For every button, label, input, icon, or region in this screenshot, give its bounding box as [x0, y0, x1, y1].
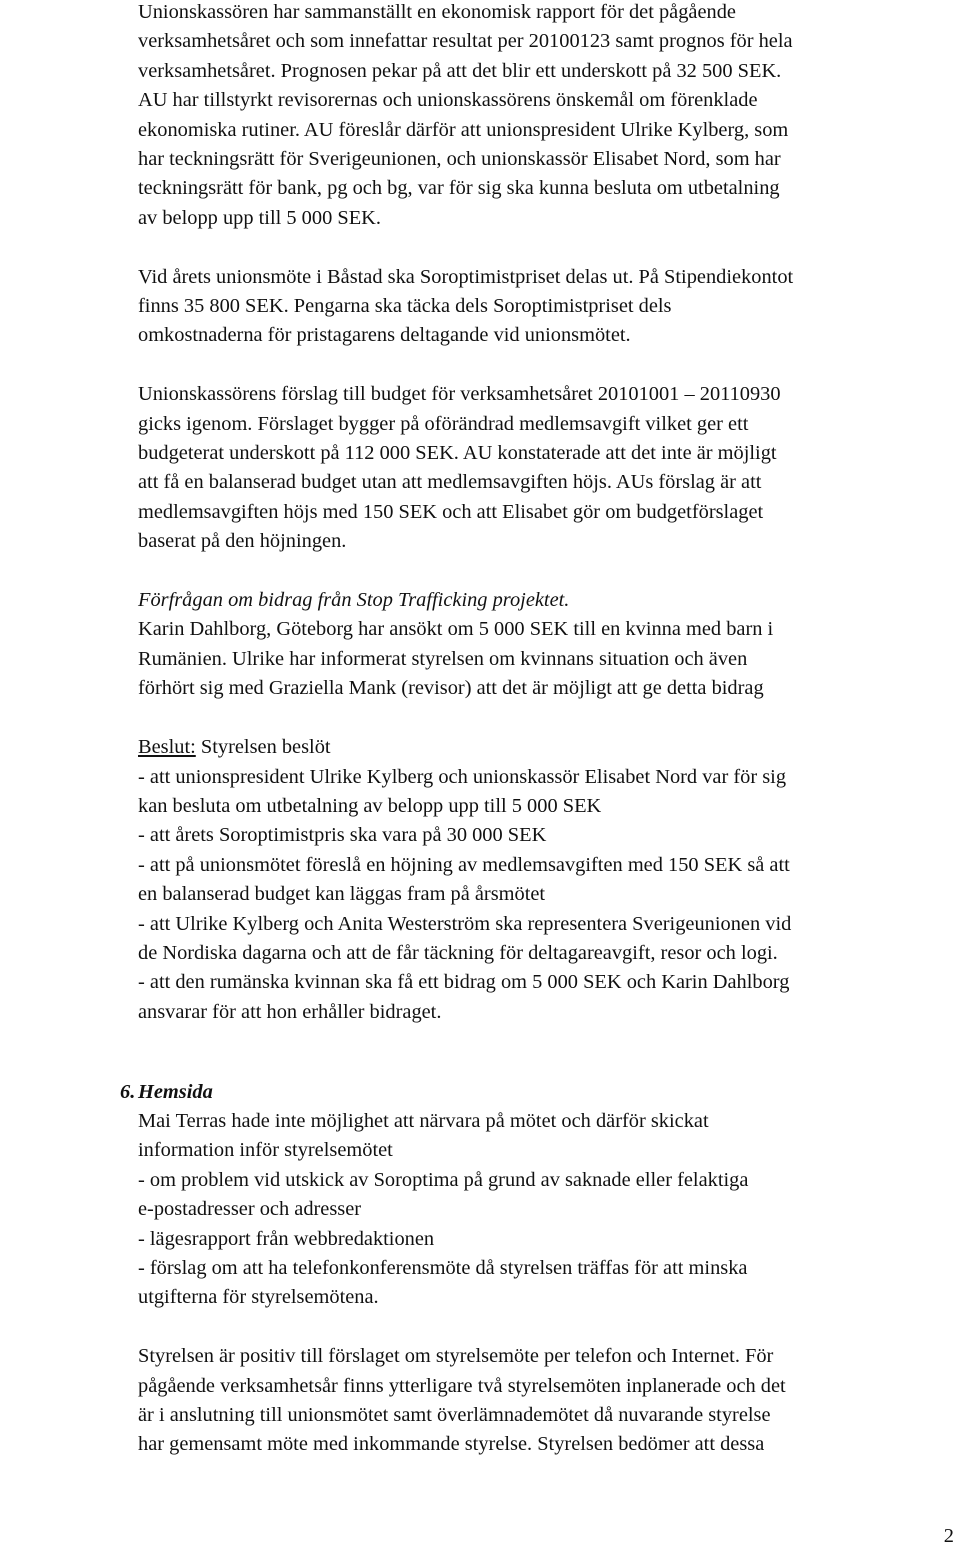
text-line: gicks igenom. Förslaget bygger på oförändrad medlemsavgift vilket ger ett	[138, 412, 749, 435]
paragraph-trafficking-request	[138, 586, 960, 704]
decision-line: - att på unionsmötet föreslå en höjning av medlemsavgiften med 150 SEK så att	[138, 853, 790, 876]
text-line: Karin Dahlborg, Göteborg har ansökt om 5 000 SEK till en kvinna med barn i	[138, 618, 774, 641]
text-line: Mai Terras hade inte möjlighet att närvara på mötet och därför skickat	[138, 1110, 709, 1132]
decision-line: - att årets Soroptimistpris ska vara på 30 000 SEK	[138, 824, 547, 847]
text-line: omkostnaderna för pristagarens deltagande vid unionsmötet.	[138, 324, 631, 347]
paragraph-simplified-routines	[138, 86, 960, 233]
decision-line: - att unionspresident Ulrike Kylberg och unionskassör Elisabet Nord var för sig	[138, 765, 787, 788]
text-line: budgeterat underskott på 112 000 SEK. AU konstaterade att det inte är möjligt	[138, 442, 777, 465]
text-line: Unionskassörens förslag till budget för verksamhetsåret 20101001 – 20110930	[138, 383, 781, 406]
text-line: - lägesrapport från webbredaktionen	[138, 1227, 435, 1250]
text-line: teckningsrätt för bank, pg och bg, var för sig ska kunna besluta om utbetalning	[138, 177, 780, 200]
text-line: Unionskassören har sammanställt en ekonomisk rapport för det pågående	[138, 1, 736, 23]
decision-line: en balanserad budget kan läggas fram på årsmötet	[138, 883, 546, 906]
decision-line: ansvarar för att hon erhåller bidraget.	[138, 1000, 442, 1023]
text-line: Vid årets unionsmöte i Båstad ska Soroptimistpriset delas ut. På Stipendiekontot	[138, 265, 794, 288]
text-line: verksamhetsåret. Prognosen pekar på att det blir ett underskott på 32 500 SEK.	[138, 59, 782, 82]
decision-line: de Nordiska dagarna och att de får täckning för deltagareavgift, resor och logi.	[138, 941, 778, 964]
section-hemsida-body	[138, 1107, 960, 1460]
text-line: pågående verksamhetsår finns ytterligare två styrelsemöten inplanerade och det	[138, 1374, 786, 1397]
section-number: 6.	[120, 1081, 136, 1103]
text-line: - om problem vid utskick av Soroptima på grund av saknade eller felaktiga	[138, 1168, 749, 1191]
text-line: är i anslutning till unionsmötet samt överlämnademötet då nuvarande styrelse	[138, 1404, 771, 1427]
subheading-trafficking: Förfrågan om bidrag från Stop Trafficking projektet.	[138, 589, 570, 612]
document-page	[138, 0, 960, 1027]
text-line: utgifterna för styrelsemötena.	[138, 1286, 379, 1309]
page-number: 2	[943, 1525, 954, 1547]
text-line: e-postadresser och adresser	[138, 1198, 362, 1221]
text-line: har gemensamt möte med inkommande styrelse. Styrelsen bedömer att dessa	[138, 1433, 765, 1456]
text-line: av belopp upp till 5 000 SEK.	[138, 206, 381, 229]
text-line: AU har tillstyrkt revisorernas och unionskassörens önskemål om förenklade	[138, 89, 758, 112]
section-title: Hemsida	[138, 1081, 213, 1103]
text-line: finns 35 800 SEK. Pengarna ska täcka dels Soroptimistpriset dels	[138, 295, 672, 318]
text-line: har teckningsrätt för Sverigeunionen, och unionskassör Elisabet Nord, som har	[138, 148, 781, 171]
decision-intro-line	[138, 733, 960, 762]
text-line: ekonomiska rutiner. AU föreslår därför att unionspresident Ulrike Kylberg, som	[138, 118, 789, 141]
decision-line: kan besluta om utbetalning av belopp upp till 5 000 SEK	[138, 794, 602, 817]
text-line: verksamhetsåret och som innefattar resultat per 20100123 samt prognos för hela	[138, 30, 793, 53]
text-line: medlemsavgiften höjs med 150 SEK och att Elisabet gör om budgetförslaget	[138, 500, 764, 523]
text-line: baserat på den höjningen.	[138, 530, 347, 553]
decision-label: Beslut:	[138, 736, 196, 759]
paragraph-board-meetings	[138, 1342, 960, 1460]
text-line: att få en balanserad budget utan att medlemsavgiften höjs. AUs förslag är att	[138, 471, 762, 494]
text-line: förhört sig med Graziella Mank (revisor) att det är möjligt att ge detta bidrag	[138, 677, 764, 700]
text-line: Styrelsen är positiv till förslaget om styrelsemöte per telefon och Internet. För	[138, 1345, 774, 1368]
decision-block	[138, 733, 960, 1027]
text-line: information inför styrelsemötet	[138, 1139, 393, 1162]
text-line: - förslag om att ha telefonkonferensmöte då styrelsen träffas för att minska	[138, 1257, 748, 1280]
decision-line: - att den rumänska kvinnan ska få ett bidrag om 5 000 SEK och Karin Dahlborg	[138, 971, 790, 994]
paragraph-soroptimist-prize	[138, 263, 960, 351]
paragraph-website-report	[138, 1107, 960, 1313]
paragraph-financial-report	[138, 0, 960, 86]
decision-intro: Styrelsen beslöt	[195, 736, 331, 759]
paragraph-budget-proposal	[138, 380, 960, 556]
text-line: Rumänien. Ulrike har informerat styrelsen om kvinnans situation och även	[138, 647, 748, 670]
decision-line: - att Ulrike Kylberg och Anita Westerström ska representera Sverigeunionen vid	[138, 912, 792, 935]
